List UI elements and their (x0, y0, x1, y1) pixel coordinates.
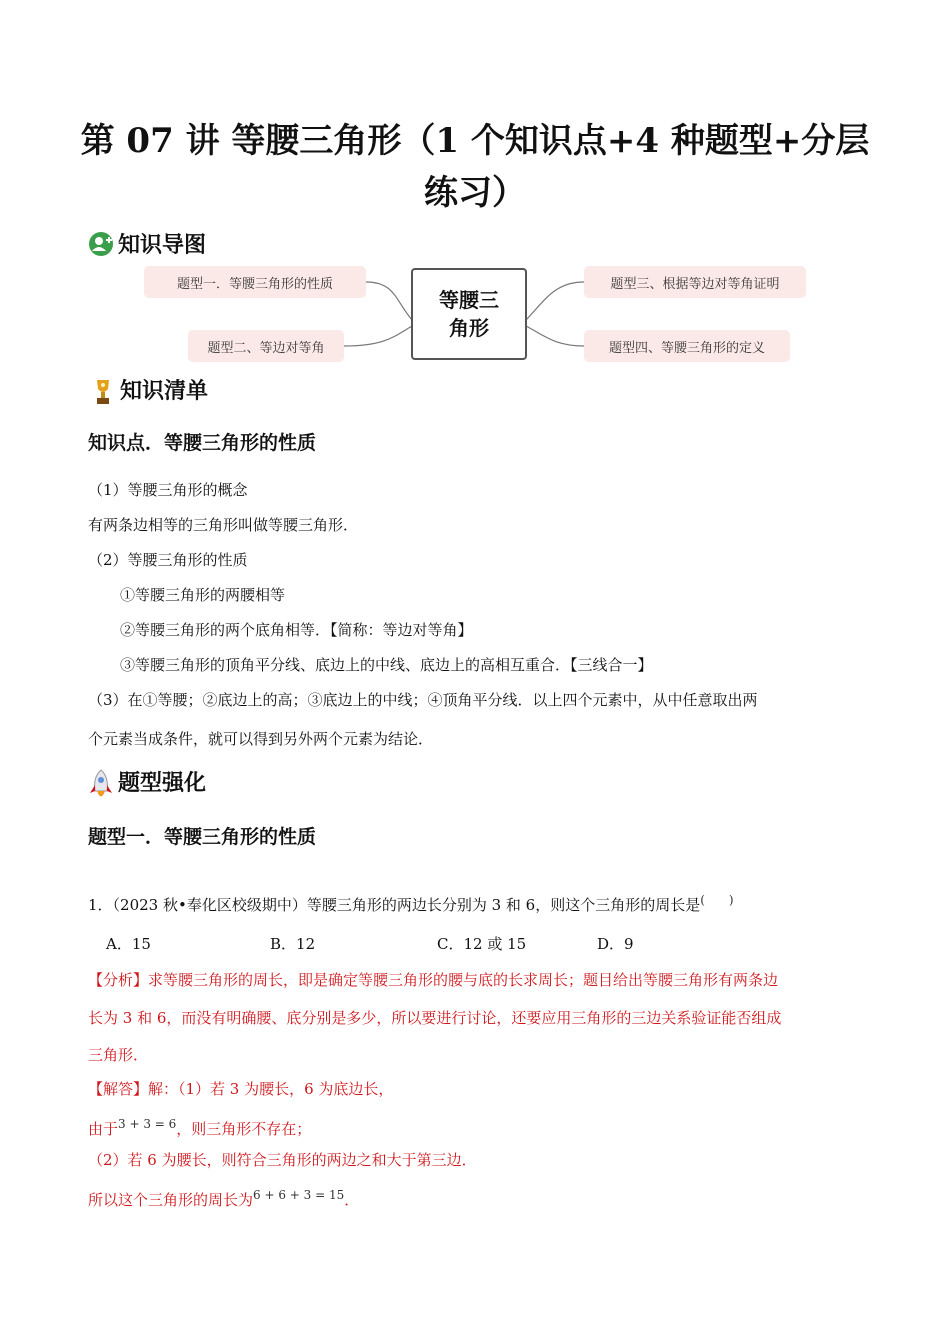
question-1 (88, 890, 734, 915)
answer-line-1: 【解答】解：（1）若 3 为腰长，6 为底边长， (88, 1080, 394, 1098)
answer-line-2-math: 3 + 3 = 6 (118, 1117, 177, 1131)
rocket-icon (88, 769, 114, 795)
trophy-icon (90, 377, 116, 403)
knowledge-line-4: ①等腰三角形的两腰相等 (120, 586, 286, 604)
mindmap-heading-label: 知识导图 (118, 233, 207, 258)
mindmap-heading (88, 228, 206, 259)
mindmap-center-line2: 角形 (449, 316, 489, 340)
option-d: D．9 (597, 935, 634, 953)
page-title-line1: 第 07 讲 等腰三角形（1 个知识点+4 种题型+分层 (80, 121, 870, 161)
mindmap-center-line1: 等腰三 (439, 288, 499, 312)
page-title-line2: 练习） (424, 173, 526, 213)
answer-line-4 (88, 1185, 359, 1210)
knowledge-heading (90, 374, 208, 405)
practice-heading (88, 766, 206, 797)
knowledge-line-2: 有两条边相等的三角形叫做等腰三角形． (88, 516, 359, 534)
option-a: A．15 (106, 935, 151, 953)
mindmap-node-type2: 题型二、等边对等角 (188, 330, 344, 362)
answer-line-2-post: ，则三角形不存在； (176, 1120, 312, 1138)
knowledge-line-3: （2）等腰三角形的性质 (88, 551, 248, 569)
answer-line-4-math: 6 + 6 + 3 = 15 (253, 1188, 345, 1202)
mindmap-node-type3: 题型三、根据等边对等角证明 (584, 266, 806, 298)
option-c: C．12 或 15 (437, 935, 527, 953)
question-1-text: 1．（2023 秋•奉化区校级期中）等腰三角形的两边长分别为 3 和 6，则这个三角形的周长是 (88, 896, 701, 914)
option-b: B．12 (270, 935, 316, 953)
knowledge-line-8: 个元素当成条件，就可以得到另外两个元素为结论． (88, 730, 434, 748)
knowledge-line-5: ②等腰三角形的两个底角相等．【简称：等边对等角】 (120, 621, 473, 639)
mindmap-center-node (411, 268, 527, 360)
type1-title: 题型一．等腰三角形的性质 (88, 826, 317, 848)
answer-line-4-post: ． (344, 1191, 360, 1209)
mindmap-node-type4: 题型四、等腰三角形的定义 (584, 330, 790, 362)
answer-line-2 (88, 1114, 311, 1139)
knowledge-line-6: ③等腰三角形的顶角平分线、底边上的中线、底边上的高相互重合．【三线合一】 (120, 656, 653, 674)
knowledge-point-title: 知识点．等腰三角形的性质 (88, 432, 317, 454)
analysis-line-3: 三角形． (88, 1046, 149, 1064)
user-add-icon (88, 231, 114, 257)
answer-line-4-pre: 所以这个三角形的周长为 (88, 1191, 254, 1209)
analysis-line-1: 【分析】求等腰三角形的周长，即是确定等腰三角形的腰与底的长求周长；题目给出等腰三角形有两条边 (88, 971, 779, 989)
answer-line-3: （2）若 6 为腰长，则符合三角形的两边之和大于第三边． (88, 1151, 477, 1169)
analysis-line-2: 长为 3 和 6，而没有明确腰、底分别是多少，所以要进行讨论，还要应用三角形的三边关系验证能否组成 (88, 1009, 782, 1027)
practice-heading-label: 题型强化 (118, 771, 207, 796)
knowledge-line-1: （1）等腰三角形的概念 (88, 481, 248, 499)
answer-line-2-pre: 由于 (88, 1120, 119, 1138)
mindmap-node-type1: 题型一．等腰三角形的性质 (144, 266, 366, 298)
knowledge-heading-label: 知识清单 (120, 379, 209, 404)
knowledge-line-7: （3）在①等腰；②底边上的高；③底边上的中线；④顶角平分线．以上四个元素中，从中任意取出两 (88, 691, 758, 709)
question-1-paren: ( ) (700, 893, 734, 907)
